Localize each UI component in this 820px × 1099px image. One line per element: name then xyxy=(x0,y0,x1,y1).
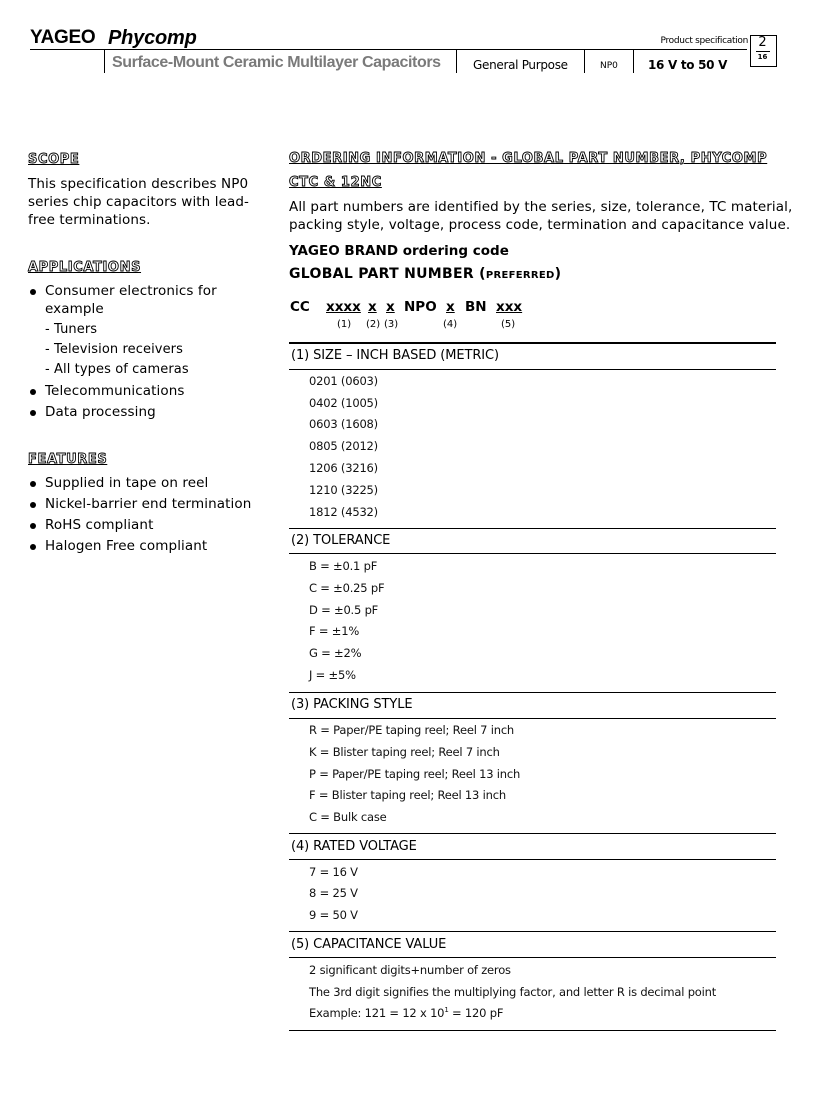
page-number: 2 xyxy=(758,35,767,50)
voltage-heading: (4) RATED VOLTAGE xyxy=(291,839,417,854)
table-rule xyxy=(289,692,776,693)
ordering-intro xyxy=(289,198,792,234)
code-index: (3) xyxy=(384,319,399,330)
tolerance-item: J = ±5% xyxy=(309,668,356,682)
packing-item: R = Paper/PE taping reel; Reel 7 inch xyxy=(309,723,515,737)
category-label: General Purpose xyxy=(473,58,568,72)
code-capacitance: xxx xyxy=(496,299,523,315)
application-line: Consumer electronics for xyxy=(45,283,217,299)
yageo-logo: YAGEO xyxy=(30,27,96,48)
tolerance-item: C = ±0.25 pF xyxy=(309,581,385,595)
code-npo: NPO xyxy=(404,299,437,315)
feature-bullet: Supplied in tape on reel xyxy=(45,474,275,492)
feature-bullet: Halogen Free compliant xyxy=(45,537,275,555)
table-rule xyxy=(289,553,776,554)
gpn-preferred: (preferred) xyxy=(479,266,562,282)
table-rule xyxy=(289,833,776,834)
code-index: (1) xyxy=(337,319,352,330)
voltage-item: 8 = 25 V xyxy=(309,886,358,900)
voltage-range-label: 16 V to 50 V xyxy=(648,58,728,72)
tolerance-heading: (2) TOLERANCE xyxy=(291,533,391,548)
code-size: xxxx xyxy=(326,299,361,315)
size-item: 1206 (3216) xyxy=(309,461,378,475)
packing-heading: (3) PACKING STYLE xyxy=(291,697,413,712)
table-rule xyxy=(289,528,776,529)
size-item: 0805 (2012) xyxy=(309,439,378,453)
application-line: example xyxy=(45,301,104,317)
packing-item: F = Blister taping reel; Reel 13 inch xyxy=(309,788,506,802)
capacitance-heading: (5) CAPACITANCE VALUE xyxy=(291,937,447,952)
code-cc: CC xyxy=(290,299,310,315)
page-number-divider xyxy=(756,51,770,52)
tolerance-item: G = ±2% xyxy=(309,646,362,660)
applications-heading: APPLICATIONS xyxy=(28,260,142,275)
tolerance-item: D = ±0.5 pF xyxy=(309,603,379,617)
voltage-item: 9 = 50 V xyxy=(309,908,358,922)
header-separator xyxy=(104,50,105,73)
product-spec-label: Product specification xyxy=(660,36,748,46)
code-tolerance: x xyxy=(368,299,377,315)
capacitance-line: 2 significant digits+number of zeros xyxy=(309,963,511,977)
header-separator xyxy=(633,50,634,73)
application-bullet: Telecommunications xyxy=(45,382,275,400)
capacitance-line: The 3rd digit signifies the multiplying factor, and letter R is decimal point xyxy=(309,985,717,999)
features-heading: FEATURES xyxy=(28,452,108,467)
code-index: (5) xyxy=(501,319,516,330)
dielectric-label: NP0 xyxy=(600,61,618,71)
table-rule xyxy=(289,342,776,344)
table-rule xyxy=(289,1030,776,1031)
code-voltage: x xyxy=(446,299,455,315)
table-rule xyxy=(289,859,776,860)
page-total: 16 xyxy=(757,53,768,61)
packing-item: C = Bulk case xyxy=(309,810,387,824)
scope-line: series chip capacitors with lead- xyxy=(28,194,250,210)
voltage-item: 7 = 16 V xyxy=(309,865,358,879)
table-rule xyxy=(289,931,776,932)
header-separator xyxy=(584,50,585,73)
scope-line: free terminations. xyxy=(28,212,151,228)
header-separator xyxy=(456,50,457,73)
scope-line: This specification describes NP0 xyxy=(28,176,249,192)
capacitance-example xyxy=(309,1006,503,1020)
code-index: (4) xyxy=(443,319,458,330)
feature-bullet: RoHS compliant xyxy=(45,516,275,534)
gpn-heading xyxy=(289,266,561,282)
code-bn: BN xyxy=(465,299,487,315)
header-rule xyxy=(30,49,747,50)
tolerance-item: F = ±1% xyxy=(309,624,360,638)
size-item: 0402 (1005) xyxy=(309,396,378,410)
example-exponent: 1 xyxy=(444,1006,449,1015)
scope-text xyxy=(28,175,249,229)
table-rule xyxy=(289,369,776,370)
size-item: 1812 (4532) xyxy=(309,505,378,519)
phycomp-logo: Phycomp xyxy=(108,27,197,49)
packing-item: P = Paper/PE taping reel; Reel 13 inch xyxy=(309,767,521,781)
application-sub-item: - All types of cameras xyxy=(45,362,189,377)
document-title: Surface-Mount Ceramic Multilayer Capacitors xyxy=(112,54,441,71)
ordering-heading-line1: ORDERING INFORMATION - GLOBAL PART NUMBER, PHYCOMP xyxy=(289,151,768,166)
intro-line: packing style, voltage, process code, termination and capacitance value. xyxy=(289,217,791,233)
size-item: 0201 (0603) xyxy=(309,374,378,388)
tolerance-item: B = ±0.1 pF xyxy=(309,559,378,573)
scope-heading: SCOPE xyxy=(28,152,80,167)
code-index: (2) xyxy=(366,319,381,330)
code-packing: x xyxy=(386,299,395,315)
packing-item: K = Blister taping reel; Reel 7 inch xyxy=(309,745,500,759)
application-bullet xyxy=(45,282,275,318)
gpn-label: GLOBAL PART NUMBER xyxy=(289,266,474,282)
size-item: 1210 (3225) xyxy=(309,483,378,497)
size-item: 0603 (1608) xyxy=(309,417,378,431)
intro-line: All part numbers are identified by the series, size, tolerance, TC material, xyxy=(289,199,793,215)
example-prefix: Example: 121 = 12 x 10 xyxy=(309,1006,445,1020)
application-sub-item: - Television receivers xyxy=(45,342,184,357)
application-sub-item: - Tuners xyxy=(45,322,98,337)
brand-ordering-label: YAGEO BRAND ordering code xyxy=(289,243,509,259)
example-suffix: = 120 pF xyxy=(448,1006,504,1020)
ordering-heading-line2: CTC & 12NC xyxy=(289,175,382,190)
table-rule xyxy=(289,718,776,719)
application-bullet: Data processing xyxy=(45,403,275,421)
feature-bullet: Nickel-barrier end termination xyxy=(45,495,275,513)
size-heading: (1) SIZE – INCH BASED (METRIC) xyxy=(291,348,499,363)
table-rule xyxy=(289,957,776,958)
